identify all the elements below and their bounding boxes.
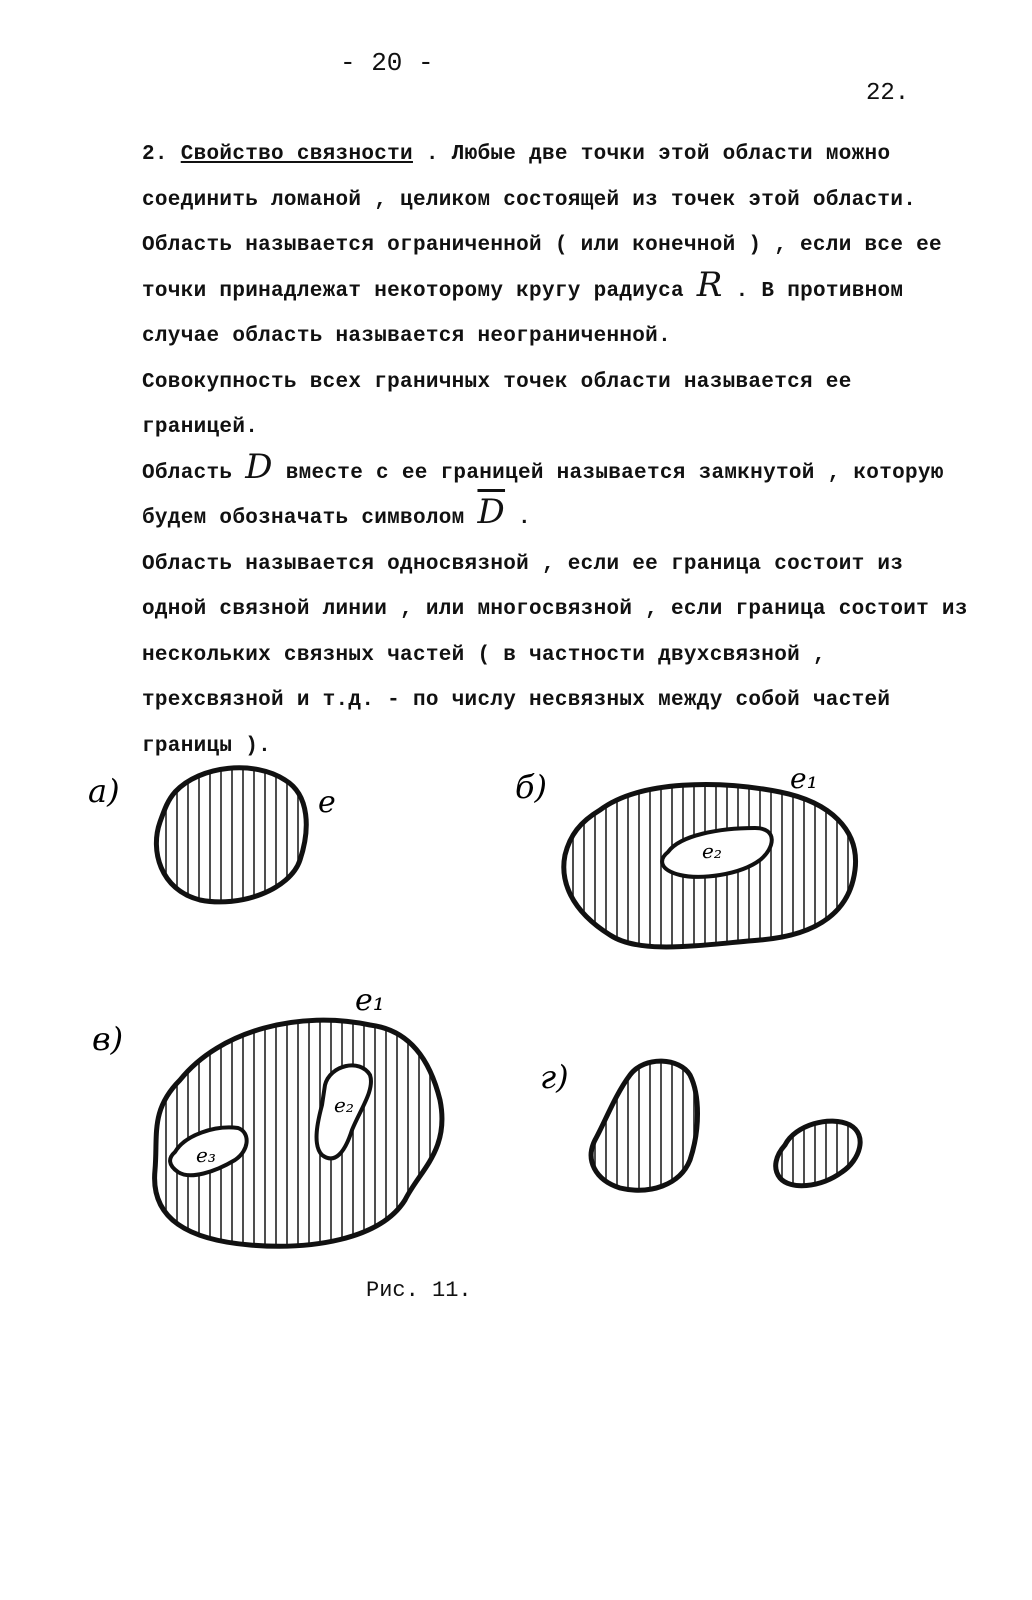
item-number: 2. xyxy=(142,143,168,166)
label-e3-v: e₃ xyxy=(196,1143,216,1167)
region-b xyxy=(515,762,856,947)
page-number: - 20 - xyxy=(340,48,434,78)
label-e1-b: e₁ xyxy=(790,762,818,795)
label-e: e xyxy=(318,785,336,820)
symbol-d-bar: $\overline{D}$ xyxy=(477,492,506,532)
label-a: а) xyxy=(88,772,120,810)
paragraph-text: Область называется ограниченной ( или конечной ) , если все ее точки принадлежат некоторому кругу радиуса xyxy=(142,234,942,303)
paragraph-bounded xyxy=(60,223,980,360)
page-number-right: 22. xyxy=(866,80,910,107)
region-a xyxy=(88,768,336,902)
paragraph-text: . xyxy=(517,507,531,530)
label-g: г) xyxy=(540,1058,569,1096)
paragraph-text: вместе с ее границей называется замкнутой , которую будем обозначать символом xyxy=(142,461,944,530)
paragraph-text: . В противном случае область называется неограниченной. xyxy=(142,279,904,348)
label-e1-v: e₁ xyxy=(355,983,385,1018)
label-b: б) xyxy=(515,768,548,806)
term-connectivity: Свойство связности xyxy=(180,143,413,166)
paragraph-connectedness xyxy=(60,542,980,770)
figure-caption: Рис. 11. xyxy=(366,1278,472,1303)
symbol-d: D xyxy=(245,446,273,487)
region-g xyxy=(540,1058,860,1190)
paragraph-connectivity xyxy=(60,132,980,223)
label-e2-v: e₂ xyxy=(334,1093,354,1117)
figure-regions xyxy=(0,740,1032,1300)
paragraph-text: Область называется односвязной , если ее граница состоит из одной связной линии , или многосвязной , если граница состоит из нескольких связных частей ( в частности двухсвязной , трехсвязной и т.д. - по числу несвязных между собой частей границы ). xyxy=(142,552,968,758)
paragraph-boundary xyxy=(60,360,980,451)
symbol-r: R xyxy=(696,264,723,305)
paragraph-text: . Любые две точки этой области можно соединить ломаной , целиком состоящей из точек этой области. xyxy=(142,143,917,212)
paragraph-text: Совокупность всех граничных точек области называется ее границей. xyxy=(142,370,852,439)
paragraph-text: Область xyxy=(142,461,233,485)
label-e2-b: e₂ xyxy=(702,839,722,863)
body-text xyxy=(60,132,980,769)
label-v: в) xyxy=(92,1020,124,1058)
region-v xyxy=(92,983,442,1246)
paragraph-closed xyxy=(60,446,980,542)
